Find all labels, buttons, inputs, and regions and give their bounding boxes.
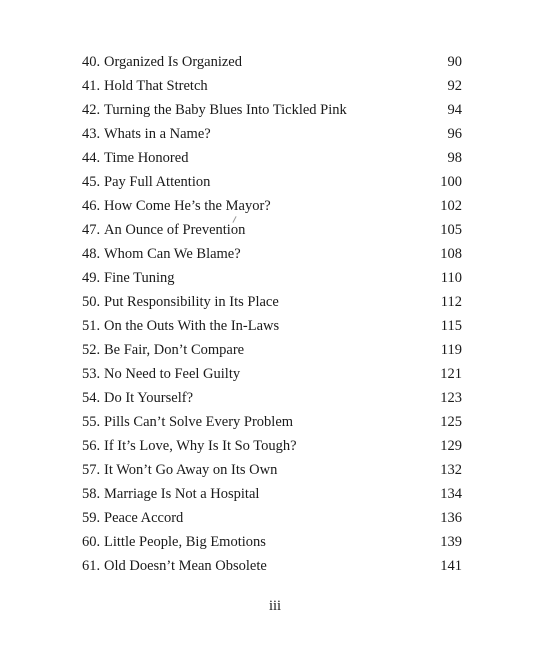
entry-number: 52. <box>82 342 101 358</box>
entry-page-number: 125 <box>440 414 462 430</box>
entry-number: 46. <box>82 198 101 214</box>
entry-page-number: 112 <box>440 294 462 310</box>
entry-page-number: 132 <box>440 462 462 478</box>
toc-entry <box>0 50 550 74</box>
entry-page-number: 136 <box>440 510 462 526</box>
entry-title: Little People, Big Emotions <box>104 534 266 550</box>
entry-page-number: 90 <box>447 54 462 70</box>
entry-title: Old Doesn’t Mean Obsolete <box>104 558 267 574</box>
entry-title: Hold That Stretch <box>104 78 208 94</box>
entry-page-number: 139 <box>440 534 462 550</box>
entry-number: 56. <box>82 438 101 454</box>
toc-entry <box>0 170 550 194</box>
toc-entry <box>0 74 550 98</box>
entry-title: Put Responsibility in Its Place <box>104 294 279 310</box>
toc-entry <box>0 362 550 386</box>
toc-entry <box>0 314 550 338</box>
entry-title: Whom Can We Blame? <box>104 246 241 262</box>
toc-entry <box>0 98 550 122</box>
entry-page-number: 123 <box>440 390 462 406</box>
entry-number: 53. <box>82 366 101 382</box>
entry-title: Pills Can’t Solve Every Problem <box>104 414 294 430</box>
entry-page-number: 115 <box>440 318 462 334</box>
entry-title: Pay Full Attention <box>104 174 211 190</box>
entry-page-number: 94 <box>447 102 462 118</box>
entry-page-number: 96 <box>447 126 462 142</box>
entry-title: Do It Yourself? <box>104 390 194 406</box>
entry-page-number: 141 <box>440 558 462 574</box>
entry-page-number: 102 <box>440 198 462 214</box>
entry-number: 43. <box>82 126 101 142</box>
toc-entry <box>0 122 550 146</box>
toc-entry <box>0 146 550 170</box>
entry-page-number: 92 <box>447 78 462 94</box>
entry-title: How Come He’s the Mayor? <box>104 198 271 214</box>
entry-title: On the Outs With the In-Laws <box>104 318 280 334</box>
entry-title: Be Fair, Don’t Compare <box>104 342 245 358</box>
entry-title: Time Honored <box>104 150 189 166</box>
entry-page-number: 108 <box>440 246 462 262</box>
entry-number: 42. <box>82 102 101 118</box>
entry-number: 48. <box>82 246 101 262</box>
entry-page-number: 105 <box>440 222 462 238</box>
entry-page-number: 134 <box>440 486 462 502</box>
entry-title: Peace Accord <box>104 510 184 526</box>
entry-title: Whats in a Name? <box>104 126 211 142</box>
toc-entry <box>0 410 550 434</box>
toc-entry <box>0 194 550 218</box>
entry-number: 51. <box>82 318 101 334</box>
page-number: iii <box>268 598 282 614</box>
entry-number: 41. <box>82 78 101 94</box>
entry-number: 61. <box>82 558 101 574</box>
toc-entry <box>0 482 550 506</box>
toc-entry <box>0 338 550 362</box>
toc-entry <box>0 434 550 458</box>
entry-title: Marriage Is Not a Hospital <box>104 486 260 502</box>
entry-number: 50. <box>82 294 101 310</box>
entry-number: 55. <box>82 414 101 430</box>
toc-entry <box>0 290 550 314</box>
entry-title: If It’s Love, Why Is It So Tough? <box>104 438 297 454</box>
entry-title: Organized Is Organized <box>104 54 242 70</box>
toc-entry <box>0 218 550 242</box>
toc-entry <box>0 458 550 482</box>
entry-number: 57. <box>82 462 101 478</box>
entry-number: 59. <box>82 510 101 526</box>
toc-entry <box>0 266 550 290</box>
entry-number: 47. <box>82 222 101 238</box>
entry-title: It Won’t Go Away on Its Own <box>104 462 278 478</box>
toc-entry <box>0 554 550 578</box>
entry-number: 58. <box>82 486 101 502</box>
toc-entry <box>0 506 550 530</box>
entry-page-number: 129 <box>440 438 462 454</box>
entry-title: Fine Tuning <box>104 270 175 286</box>
entry-number: 44. <box>82 150 101 166</box>
toc-entry <box>0 386 550 410</box>
entry-number: 40. <box>82 54 101 70</box>
entry-page-number: 121 <box>440 366 462 382</box>
entry-title: Turning the Baby Blues Into Tickled Pink <box>104 102 347 118</box>
toc-entry <box>0 242 550 266</box>
toc-entry <box>0 530 550 554</box>
entry-number: 54. <box>82 390 101 406</box>
entry-number: 60. <box>82 534 101 550</box>
entry-page-number: 98 <box>447 150 462 166</box>
entry-page-number: 119 <box>440 342 462 358</box>
entry-number: 49. <box>82 270 101 286</box>
entry-title: No Need to Feel Guilty <box>104 366 241 382</box>
entry-number: 45. <box>82 174 101 190</box>
table-of-contents <box>0 50 550 578</box>
entry-title: An Ounce of Prevention <box>104 222 246 238</box>
entry-page-number: 110 <box>440 270 462 286</box>
entry-page-number: 100 <box>440 174 462 190</box>
